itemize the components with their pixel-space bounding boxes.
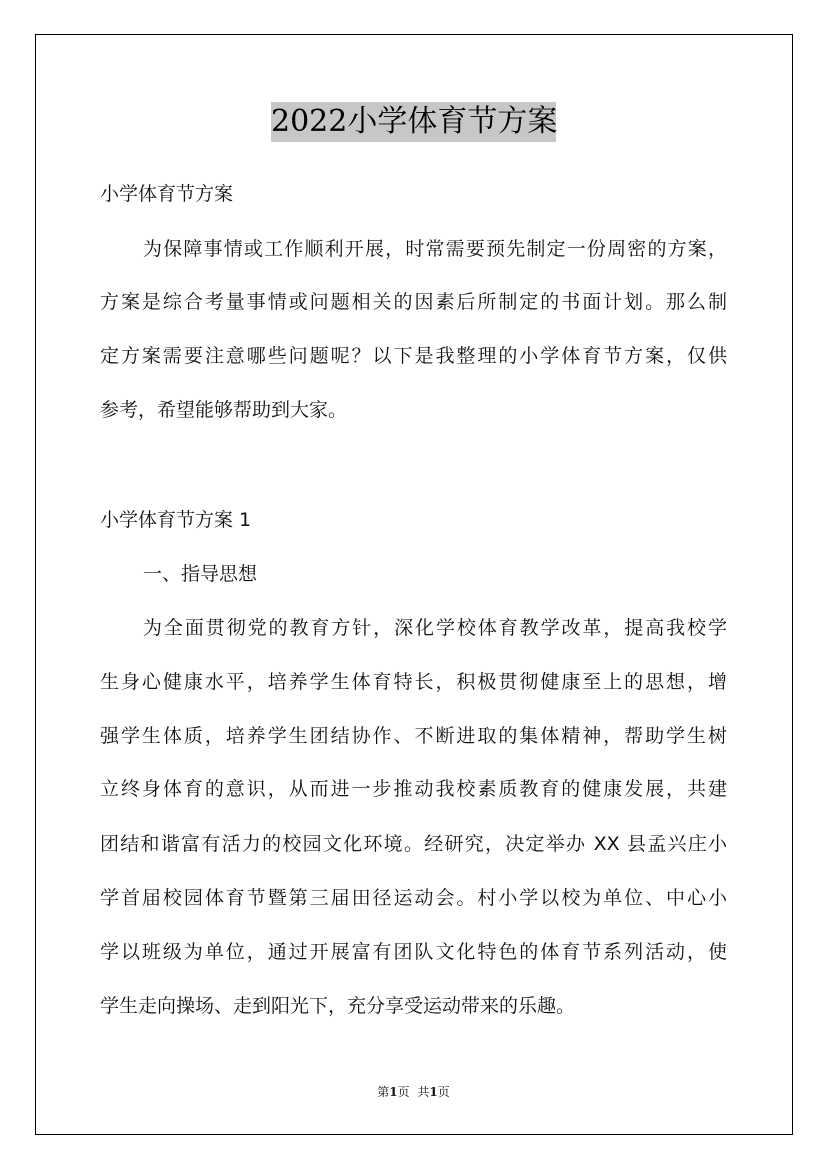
footer-page-prefix: 第 (377, 1085, 390, 1099)
body-line-2: 生身心健康水平，培养学生体育特长，积极贯彻健康至上的思想，增 (100, 671, 727, 693)
footer-page-suffix: 页 (397, 1085, 410, 1099)
intro-line-4: 参考，希望能够帮助到大家。 (100, 399, 348, 421)
document-title: 2022小学体育节方案 (271, 102, 556, 142)
body-line-7: 学以班级为单位，通过开展富有团队文化特色的体育节系列活动，使 (100, 941, 727, 963)
body-line-6: 学首届校园体育节暨第三届田径运动会。村小学以校为单位、中心小 (100, 887, 727, 909)
footer-total-number: 1 (429, 1085, 438, 1099)
intro-line-3: 定方案需要注意哪些问题呢？以下是我整理的小学体育节方案，仅供 (100, 345, 727, 367)
section-title: 小学体育节方案 1 (100, 509, 252, 531)
footer-total-suffix: 页 (437, 1085, 450, 1099)
body-line-3: 强学生体质，培养学生团结协作、不断进取的集体精神，帮助学生树 (100, 725, 727, 747)
intro-line-1: 为保障事情或工作顺利开展，时常需要预先制定一份周密的方案， (143, 238, 727, 260)
body-line-1: 为全面贯彻党的教育方针，深化学校体育教学改革，提高我校学 (143, 617, 727, 639)
body-line-4: 立终身体育的意识，从而进一步推动我校素质教育的健康发展，共建 (100, 778, 727, 800)
intro-line-2: 方案是综合考量事情或问题相关的因素后所制定的书面计划。那么制 (100, 291, 727, 313)
body-line-8: 学生走向操场、走到阳光下，充分享受运动带来的乐趣。 (100, 995, 576, 1017)
body-line-5: 团结和谐富有活力的校园文化环境。经研究，决定举办 XX 县孟兴庄小 (100, 833, 727, 855)
document-subtitle: 小学体育节方案 (100, 183, 234, 205)
footer-total-prefix: 共 (417, 1085, 430, 1099)
page-footer (0, 1083, 827, 1100)
footer-page-number: 1 (389, 1085, 398, 1099)
heading-guiding-ideology: 一、指导思想 (143, 563, 258, 585)
